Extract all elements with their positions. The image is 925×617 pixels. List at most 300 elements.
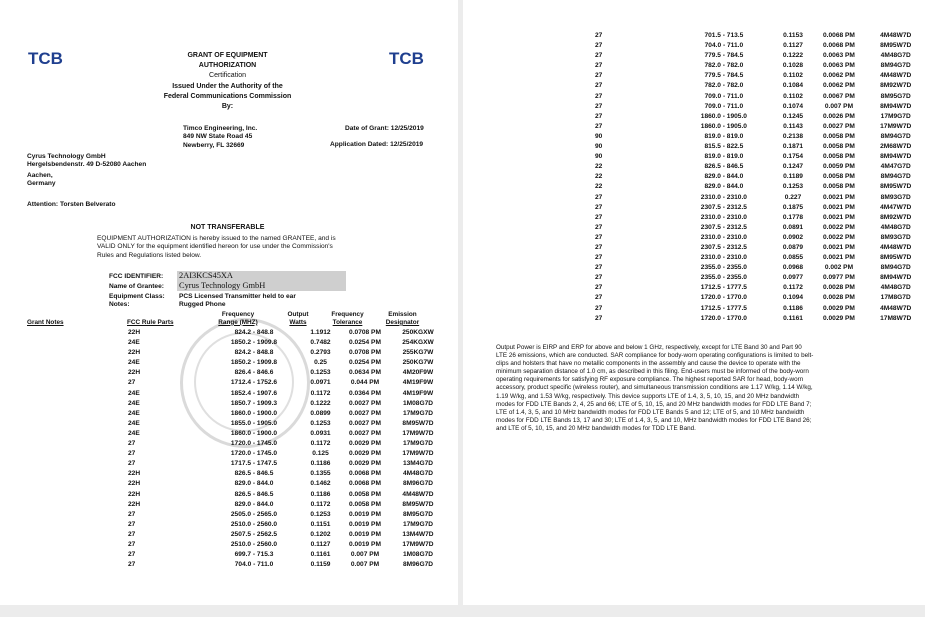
emission-designator-cell: 8M95G7D	[402, 510, 434, 518]
frequency-range-cell: 2510.0 - 2560.0	[230, 520, 278, 528]
emission-designator-cell: 8M92W7D	[880, 82, 912, 90]
emission-designator-cell: 8M94G7D	[880, 62, 911, 70]
issuer-line: 849 NW State Road 45	[183, 133, 253, 141]
rule-part-cell: 27	[595, 42, 603, 50]
issuer-line: Timco Engineering, Inc.	[183, 125, 258, 132]
frequency-tolerance-cell: 0.0029 PM	[349, 450, 381, 458]
frequency-tolerance-cell: 0.0029 PM	[349, 460, 381, 468]
output-watts-cell: 0.1172	[310, 500, 331, 508]
issuer-address	[183, 125, 257, 150]
frequency-range-cell: 826.4 - 846.6	[234, 369, 274, 377]
frequency-tolerance-cell: 0.0254 PM	[349, 359, 381, 367]
rule-part-cell: 27	[128, 440, 136, 448]
frequency-tolerance-cell: 0.0977 PM	[823, 274, 855, 282]
emission-designator-cell: 17M9W7D	[402, 540, 434, 548]
emission-designator-cell: 4M48W7D	[880, 32, 912, 39]
rule-part-cell: 27	[595, 314, 603, 322]
frequency-range-cell: 1860.0 - 1905.0	[700, 112, 747, 120]
frequency-tolerance-cell: 0.0059 PM	[823, 163, 855, 171]
table-row	[595, 71, 925, 81]
frequency-range-cell: 1712.5 - 1777.5	[700, 304, 747, 312]
grantee-address	[27, 153, 146, 189]
table-row	[128, 348, 445, 358]
emission-designator-cell: 17M8G7D	[880, 294, 911, 302]
output-watts-cell: 0.1102	[783, 92, 803, 100]
frequency-range-cell: 1860.0 - 1900.0	[230, 429, 278, 437]
table-row	[595, 102, 925, 112]
frequency-range-cell: 2307.5 - 2312.5	[700, 243, 747, 251]
frequency-tolerance-cell: 0.0062 PM	[823, 72, 855, 80]
output-watts-cell: 0.1143	[783, 122, 803, 130]
emission-designator-cell: 17M9G7D	[402, 409, 434, 417]
frequency-range-cell: 1860.0 - 1905.0	[700, 122, 747, 130]
emission-designator-cell: 17M8W7D	[880, 314, 912, 322]
frequency-tolerance-cell: 0.0634 PM	[349, 369, 381, 377]
rule-part-cell: 27	[595, 102, 603, 110]
frequency-tolerance-cell: 0.0022 PM	[823, 223, 855, 231]
notes-label: Notes:	[109, 301, 130, 308]
table-row	[595, 172, 925, 182]
issuer-line: Newberry, FL 32669	[183, 141, 245, 149]
emission-designator-cell: 17M9W7D	[402, 450, 434, 458]
frequency-range-cell: 2507.5 - 2562.5	[230, 530, 278, 538]
emission-designator-cell: 8M95W7D	[402, 500, 434, 508]
rule-part-cell: 27	[128, 379, 136, 387]
emission-designator-cell: 8M94G7D	[880, 264, 911, 272]
frequency-tolerance-cell: 0.0058 PM	[823, 153, 855, 161]
rule-part-cell: 27	[595, 233, 603, 241]
frequency-range-cell: 826.5 - 846.5	[704, 163, 744, 171]
attention-line: Attention: Torsten Belverato	[27, 201, 116, 208]
table-row	[128, 490, 445, 500]
rule-part-cell: 22	[595, 183, 603, 191]
header-frequency-tolerance	[325, 311, 370, 327]
address-line: Hergelsbendenstr. 49 D-52080 Aachen	[27, 161, 147, 169]
rule-part-cell: 27	[595, 223, 603, 231]
frequency-tolerance-cell: 0.0708 PM	[349, 349, 381, 357]
rule-part-cell: 27	[595, 122, 603, 130]
header-grant-notes: Grant Notes	[27, 319, 64, 326]
emission-designator-cell: 17M9W7D	[402, 429, 434, 437]
rule-part-cell: 27	[595, 213, 603, 221]
emission-designator-cell: 4M48G7D	[880, 284, 911, 292]
table-row	[128, 358, 445, 368]
output-watts-cell: 0.1028	[782, 62, 804, 70]
tcb-logo-left: TCB	[28, 49, 63, 68]
table-row	[595, 213, 925, 223]
rule-part-cell: 27	[595, 92, 603, 100]
output-watts-cell: 0.0971	[310, 379, 331, 387]
table-row	[128, 368, 445, 378]
rule-part-cell: 27	[128, 530, 136, 538]
table-row	[595, 152, 925, 162]
table-row	[595, 314, 925, 324]
header-frequency-range	[203, 311, 273, 327]
table-row	[595, 273, 925, 283]
table-row	[128, 429, 445, 439]
frequency-tolerance-cell: 0.0063 PM	[823, 62, 855, 70]
emission-designator-cell: 254KGXW	[402, 339, 434, 347]
output-watts-cell: 0.1871	[782, 143, 804, 151]
frequency-range-cell: 2307.5 - 2312.5	[700, 223, 747, 231]
frequency-tolerance-cell: 0.0063 PM	[823, 52, 855, 60]
rule-part-cell: 24E	[128, 399, 140, 407]
frequency-tolerance-cell: 0.0021 PM	[823, 213, 855, 221]
frequency-range-cell: 709.0 - 711.0	[704, 92, 744, 100]
issued-line: Issued Under the Authority of the	[172, 83, 283, 90]
output-watts-cell: 0.1355	[310, 470, 331, 478]
emission-designator-cell: 17M9W7D	[880, 122, 912, 130]
emission-designator-cell: 1M08G7D	[402, 399, 434, 407]
emission-designator-cell: 17M9G7D	[402, 520, 434, 528]
table-row	[595, 182, 925, 192]
header-line: Emission	[388, 311, 417, 318]
output-watts-cell: 0.0855	[782, 254, 804, 262]
frequency-range-cell: 815.5 - 822.5	[704, 143, 744, 151]
emission-designator-cell: 8M94W7D	[880, 153, 912, 161]
frequency-tolerance-cell: 0.0029 PM	[349, 440, 381, 448]
issued-line: Federal Communications Commission	[163, 93, 292, 100]
frequency-range-cell: 2310.0 - 2310.0	[700, 193, 747, 201]
frequency-tolerance-cell: 0.0068 PM	[823, 42, 855, 50]
frequency-range-cell: 1720.0 - 1745.0	[230, 450, 278, 458]
emission-designator-cell: 4M48W7D	[880, 243, 912, 251]
emission-designator-cell: 13M4W7D	[402, 530, 434, 538]
output-watts-cell: 0.1074	[782, 102, 804, 110]
table-row	[595, 132, 925, 142]
frequency-range-cell: 819.0 - 819.0	[704, 132, 744, 140]
rule-part-cell: 27	[595, 304, 603, 312]
frequency-tolerance-cell: 0.0364 PM	[349, 389, 381, 397]
equipment-class-label: Equipment Class:	[109, 293, 165, 300]
frequency-range-cell: 1712.5 - 1777.5	[700, 284, 747, 292]
table-row	[595, 293, 925, 303]
frequency-tolerance-cell: 0.0021 PM	[823, 203, 855, 211]
frequency-range-cell: 701.5 - 713.5	[704, 32, 744, 39]
emission-designator-cell: 8M94G7D	[880, 132, 911, 140]
address-line: Aachen,	[27, 171, 53, 179]
frequency-tolerance-cell: 0.0058 PM	[823, 183, 855, 191]
output-watts-cell: 0.1159	[310, 561, 331, 569]
table-row	[595, 283, 925, 293]
emission-designator-cell: 8M96G7D	[402, 480, 434, 488]
frequency-tolerance-cell: 0.0058 PM	[349, 490, 381, 498]
frequency-tolerance-cell: 0.0254 PM	[349, 339, 381, 347]
output-watts-cell: 0.2138	[782, 132, 804, 140]
emission-designator-cell: 8M92W7D	[880, 213, 912, 221]
frequency-tolerance-cell: 0.0019 PM	[349, 520, 381, 528]
table-row	[595, 41, 925, 51]
emission-designator-cell: 2M68W7D	[880, 143, 912, 151]
output-watts-cell: 0.1253	[310, 369, 331, 377]
table-row	[128, 399, 445, 409]
frequency-tolerance-cell: 0.007 PM	[350, 551, 380, 559]
frequency-range-cell: 2510.0 - 2560.0	[230, 540, 278, 548]
table-row	[128, 500, 445, 510]
output-watts-cell: 0.0879	[782, 243, 804, 251]
frequency-tolerance-cell: 0.0027 PM	[349, 409, 381, 417]
emission-designator-cell: 4M48G7D	[880, 52, 911, 60]
rule-part-cell: 22H	[128, 329, 141, 336]
rule-part-cell: 27	[128, 460, 136, 468]
rule-part-cell: 27	[128, 450, 136, 458]
rule-part-cell: 22H	[128, 500, 141, 508]
header-fcc-rule-parts: FCC Rule Parts	[127, 319, 174, 326]
auth-line: VALID ONLY for the equipment identified hereon for use under the Commission's	[97, 243, 333, 251]
header-line: Frequency	[331, 311, 364, 318]
output-watts-cell: 0.0931	[310, 429, 331, 437]
rule-part-cell: 27	[128, 510, 136, 518]
equipment-class-value: PCS Licensed Transmitter held to ear	[179, 293, 296, 300]
frequency-range-cell: 2310.0 - 2310.0	[700, 213, 747, 221]
frequency-range-cell: 1850.2 - 1909.8	[230, 339, 278, 347]
grantee-name-value: Cyrus Technology GmbH	[177, 281, 346, 291]
grant-page-right	[463, 0, 925, 605]
emission-designator-cell: 4M47W7D	[880, 203, 912, 211]
output-watts-cell: 0.1253	[310, 510, 331, 518]
frequency-range-cell: 2355.0 - 2355.0	[700, 264, 747, 272]
output-watts-cell: 0.1754	[782, 153, 804, 161]
emission-designator-cell: 8M93G7D	[880, 233, 911, 241]
table-row	[595, 92, 925, 102]
emission-designator-cell: 8M95W7D	[880, 42, 912, 50]
rule-part-cell: 22	[595, 173, 603, 181]
frequency-tolerance-cell: 0.0058 PM	[823, 132, 855, 140]
rule-part-cell: 90	[595, 132, 603, 140]
frequency-range-cell: 1720.0 - 1770.0	[700, 314, 747, 322]
frequency-range-cell: 824.2 - 848.8	[234, 349, 274, 357]
table-row	[595, 203, 925, 213]
table-row	[595, 122, 925, 132]
rule-part-cell: 22	[595, 163, 603, 171]
frequency-tolerance-cell: 0.0028 PM	[823, 284, 855, 292]
table-row	[595, 233, 925, 243]
emission-designator-cell: 8M96G7D	[402, 561, 434, 569]
issued-under	[140, 82, 315, 112]
table-row	[128, 409, 445, 419]
output-watts-cell: 0.1202	[310, 530, 331, 538]
rule-part-cell: 24E	[128, 389, 140, 397]
emission-designator-cell: 17M9G7D	[402, 440, 434, 448]
table-row	[128, 510, 445, 520]
table-row	[595, 263, 925, 273]
frequency-tolerance-cell: 0.0019 PM	[349, 540, 381, 548]
output-watts-cell: 0.1247	[782, 163, 804, 171]
emission-designator-cell: 255KG7W	[402, 349, 434, 357]
title-line: AUTHORIZATION	[198, 62, 257, 69]
frequency-range-cell: 1852.4 - 1907.6	[230, 389, 278, 397]
rule-part-cell: 27	[595, 294, 603, 302]
frequency-range-cell: 779.5 - 784.5	[704, 52, 744, 60]
emission-designator-cell: 8M94W7D	[880, 102, 912, 110]
table-row	[595, 193, 925, 203]
output-watts-cell: 0.0968	[782, 264, 804, 272]
frequency-tolerance-cell: 0.0026 PM	[823, 112, 855, 120]
output-watts-cell: 0.0891	[782, 223, 804, 231]
frequency-tolerance-cell: 0.0029 PM	[823, 314, 855, 322]
frequency-range-cell: 1860.0 - 1900.0	[230, 409, 278, 417]
output-watts-cell: 0.0902	[782, 233, 804, 241]
table-row	[128, 389, 445, 399]
emission-designator-cell: 4M48W7D	[402, 490, 434, 498]
output-watts-cell: 0.1186	[310, 460, 331, 468]
table-row	[128, 540, 445, 550]
not-transferable: NOT TRANSFERABLE	[190, 224, 265, 231]
fcc-identifier-value: 2AI3KCS45XA	[177, 271, 346, 281]
table-row	[128, 378, 445, 388]
frequency-tolerance-cell: 0.0058 PM	[823, 173, 855, 181]
header-line: Output	[287, 311, 309, 318]
rule-part-cell: 27	[595, 284, 603, 292]
frequency-range-cell: 782.0 - 782.0	[704, 62, 744, 70]
auth-line: EQUIPMENT AUTHORIZATION is hereby issued to the named GRANTEE, and is	[97, 235, 336, 242]
output-watts-cell: 0.1172	[310, 389, 331, 397]
table-row	[595, 51, 925, 61]
emission-designator-cell: 8M94W7D	[880, 274, 912, 282]
rule-part-cell: 24E	[128, 359, 140, 367]
output-watts-cell: 1.1912	[310, 329, 331, 336]
frequency-tolerance-cell: 0.0021 PM	[823, 193, 855, 201]
frequency-range-cell: 829.0 - 844.0	[704, 183, 744, 191]
table-row	[595, 243, 925, 253]
rule-part-cell: 90	[595, 143, 603, 151]
rule-part-cell: 27	[595, 62, 603, 70]
output-watts-cell: 0.1778	[782, 213, 804, 221]
rule-part-cell: 90	[595, 153, 603, 161]
emission-designator-cell: 8M95G7D	[880, 92, 911, 100]
notes-value: Rugged Phone	[179, 301, 226, 308]
rule-part-cell: 27	[128, 540, 136, 548]
frequency-tolerance-cell: 0.044 PM	[350, 379, 380, 387]
rule-part-cell: 27	[595, 264, 603, 272]
output-watts-cell: 0.1172	[310, 440, 331, 448]
table-row	[128, 449, 445, 459]
output-watts-cell: 0.1153	[783, 32, 803, 39]
rule-part-cell: 27	[595, 32, 603, 39]
header-line: Tolerance	[332, 318, 363, 326]
rule-part-cell: 27	[595, 243, 603, 251]
rule-part-cell: 27	[595, 193, 603, 201]
frequency-range-cell: 2307.5 - 2312.5	[700, 203, 747, 211]
grant-notes-paragraph: Output Power is EIRP and ERP for above and below 1 GHz, respectively, except for LTE Band 30 and Part 90 LTE 26 emissions, which are conducted. SAR compliance for body-worn operating configurations is limited to belt-clips and holsters that have no metallic components in the assembly and cause the device to operate with the minimum separation distance of 1.0 cm, as described in this filing. End-users must be informed of the body-worn operating requirements for satisfying RF exposure compliance. The highest reported SAR for head, body-worn accessory, product specific (wireless router), and simultaneous transmission conditions are 1.17 W/kg, 1.14 W/kg, 1.19 W/kg, and 1.53 W/kg, respectively. This device supports LTE of 1.4, 3, 5, 10, 15, and 20 MHz bandwidth modes for FDD LTE Bands 2, 4, 25 and 66; LTE of 5, 10, 15, and 20 MHz bandwidth modes for FDD LTE Band 7; LTE of 1.4, 3, 5, and 10 MHz bandwidth modes for FDD LTE Bands 5 and 12; LTE of 5, and 10 MHz bandwidth modes for FDD LTE Bands 13, 17 and 30; LTE of 1.4, 3, 5, and 10, MHz bandwidth modes for FDD LTE Band 26; and LTE of 5, 10, 15, and 20 MHz bandwidth modes for TDD LTE Band.	[496, 344, 814, 432]
output-watts-cell: 0.1186	[783, 304, 803, 312]
output-watts-cell: 0.1151	[310, 520, 331, 528]
output-watts-cell: 0.25	[314, 359, 327, 367]
grant-table-right	[595, 31, 925, 324]
rule-part-cell: 24E	[128, 429, 140, 437]
table-row	[128, 338, 445, 348]
header-output-watts	[283, 311, 313, 327]
frequency-range-cell: 779.5 - 784.5	[704, 72, 744, 80]
frequency-range-cell: 829.0 - 844.0	[234, 500, 274, 508]
date-of-grant: Date of Grant: 12/25/2019	[345, 125, 424, 132]
frequency-range-cell: 1855.0 - 1905.0	[230, 419, 278, 427]
frequency-tolerance-cell: 0.0068 PM	[349, 480, 381, 488]
title-line: GRANT OF EQUIPMENT	[187, 52, 268, 59]
address-line: Cyrus Technology GmbH	[27, 153, 106, 160]
output-watts-cell: 0.1161	[783, 314, 803, 322]
rule-part-cell: 27	[595, 72, 603, 80]
output-watts-cell: 0.1127	[783, 42, 803, 50]
header-line: Range (MHZ)	[218, 318, 258, 326]
frequency-tolerance-cell: 0.002 PM	[824, 264, 854, 272]
rule-part-cell: 27	[595, 203, 603, 211]
frequency-range-cell: 826.5 - 846.5	[234, 470, 274, 478]
frequency-range-cell: 704.0 - 711.0	[234, 561, 274, 569]
output-watts-cell: 0.1222	[782, 52, 804, 60]
frequency-tolerance-cell: 0.0021 PM	[823, 254, 855, 262]
rule-part-cell: 22H	[128, 480, 141, 488]
table-row	[595, 61, 925, 71]
emission-designator-cell: 8M95W7D	[880, 183, 912, 191]
table-row	[595, 81, 925, 91]
output-watts-cell: 0.1222	[310, 399, 331, 407]
emission-designator-cell: 8M94G7D	[880, 173, 911, 181]
table-row	[595, 112, 925, 122]
frequency-range-cell: 819.0 - 819.0	[704, 153, 744, 161]
output-watts-cell: 0.1875	[782, 203, 804, 211]
rule-part-cell: 27	[595, 112, 603, 120]
rule-part-cell: 27	[128, 551, 136, 559]
output-watts-cell: 0.1462	[310, 480, 331, 488]
certification-label: Certification	[209, 72, 246, 79]
header-line: Watts	[289, 318, 307, 326]
rule-part-cell: 22H	[128, 369, 141, 377]
frequency-range-cell: 704.0 - 711.0	[704, 42, 744, 50]
output-watts-cell: 0.1161	[310, 551, 331, 559]
output-watts-cell: 0.1253	[782, 183, 804, 191]
emission-designator-cell: 4M48G7D	[402, 470, 434, 478]
output-watts-cell: 0.1127	[310, 540, 331, 548]
tcb-logo-right: TCB	[389, 49, 424, 68]
rule-part-cell: 27	[595, 254, 603, 262]
auth-line: Rules and Regulations listed below.	[97, 251, 202, 259]
table-row	[128, 419, 445, 429]
emission-designator-cell: 17M9G7D	[880, 112, 911, 120]
frequency-range-cell: 709.0 - 711.0	[704, 102, 744, 110]
rule-part-cell: 22H	[128, 470, 141, 478]
frequency-range-cell: 1850.7 - 1909.3	[230, 399, 278, 407]
rule-part-cell: 27	[128, 520, 136, 528]
frequency-range-cell: 1712.4 - 1752.6	[230, 379, 278, 387]
emission-designator-cell: 4M48W7D	[880, 72, 912, 80]
frequency-range-cell: 1850.2 - 1909.8	[230, 359, 278, 367]
emission-designator-cell: 250KG7W	[402, 359, 434, 367]
emission-designator-cell: 8M93G7D	[880, 193, 911, 201]
frequency-tolerance-cell: 0.0068 PM	[823, 32, 855, 39]
rule-part-cell: 22H	[128, 349, 141, 357]
rule-part-cell: 24E	[128, 409, 140, 417]
authorization-statement	[97, 235, 336, 260]
frequency-tolerance-cell: 0.0027 PM	[349, 399, 381, 407]
frequency-range-cell: 829.0 - 844.0	[234, 480, 274, 488]
grant-page-left	[0, 0, 458, 605]
output-watts-cell: 0.1189	[783, 173, 803, 181]
grant-title	[160, 51, 295, 71]
rule-part-cell: 27	[128, 561, 136, 569]
frequency-tolerance-cell: 0.0028 PM	[823, 294, 855, 302]
output-watts-cell: 0.1102	[783, 72, 803, 80]
output-watts-cell: 0.1094	[782, 294, 804, 302]
frequency-tolerance-cell: 0.0068 PM	[349, 470, 381, 478]
header-emission-designator	[380, 311, 425, 327]
frequency-tolerance-cell: 0.0062 PM	[823, 82, 855, 90]
frequency-range-cell: 829.0 - 844.0	[704, 173, 744, 181]
frequency-range-cell: 1720.0 - 1745.0	[230, 440, 278, 448]
rule-part-cell: 22H	[128, 490, 141, 498]
frequency-range-cell: 1717.5 - 1747.5	[230, 460, 278, 468]
frequency-range-cell: 824.2 - 848.8	[234, 329, 274, 336]
